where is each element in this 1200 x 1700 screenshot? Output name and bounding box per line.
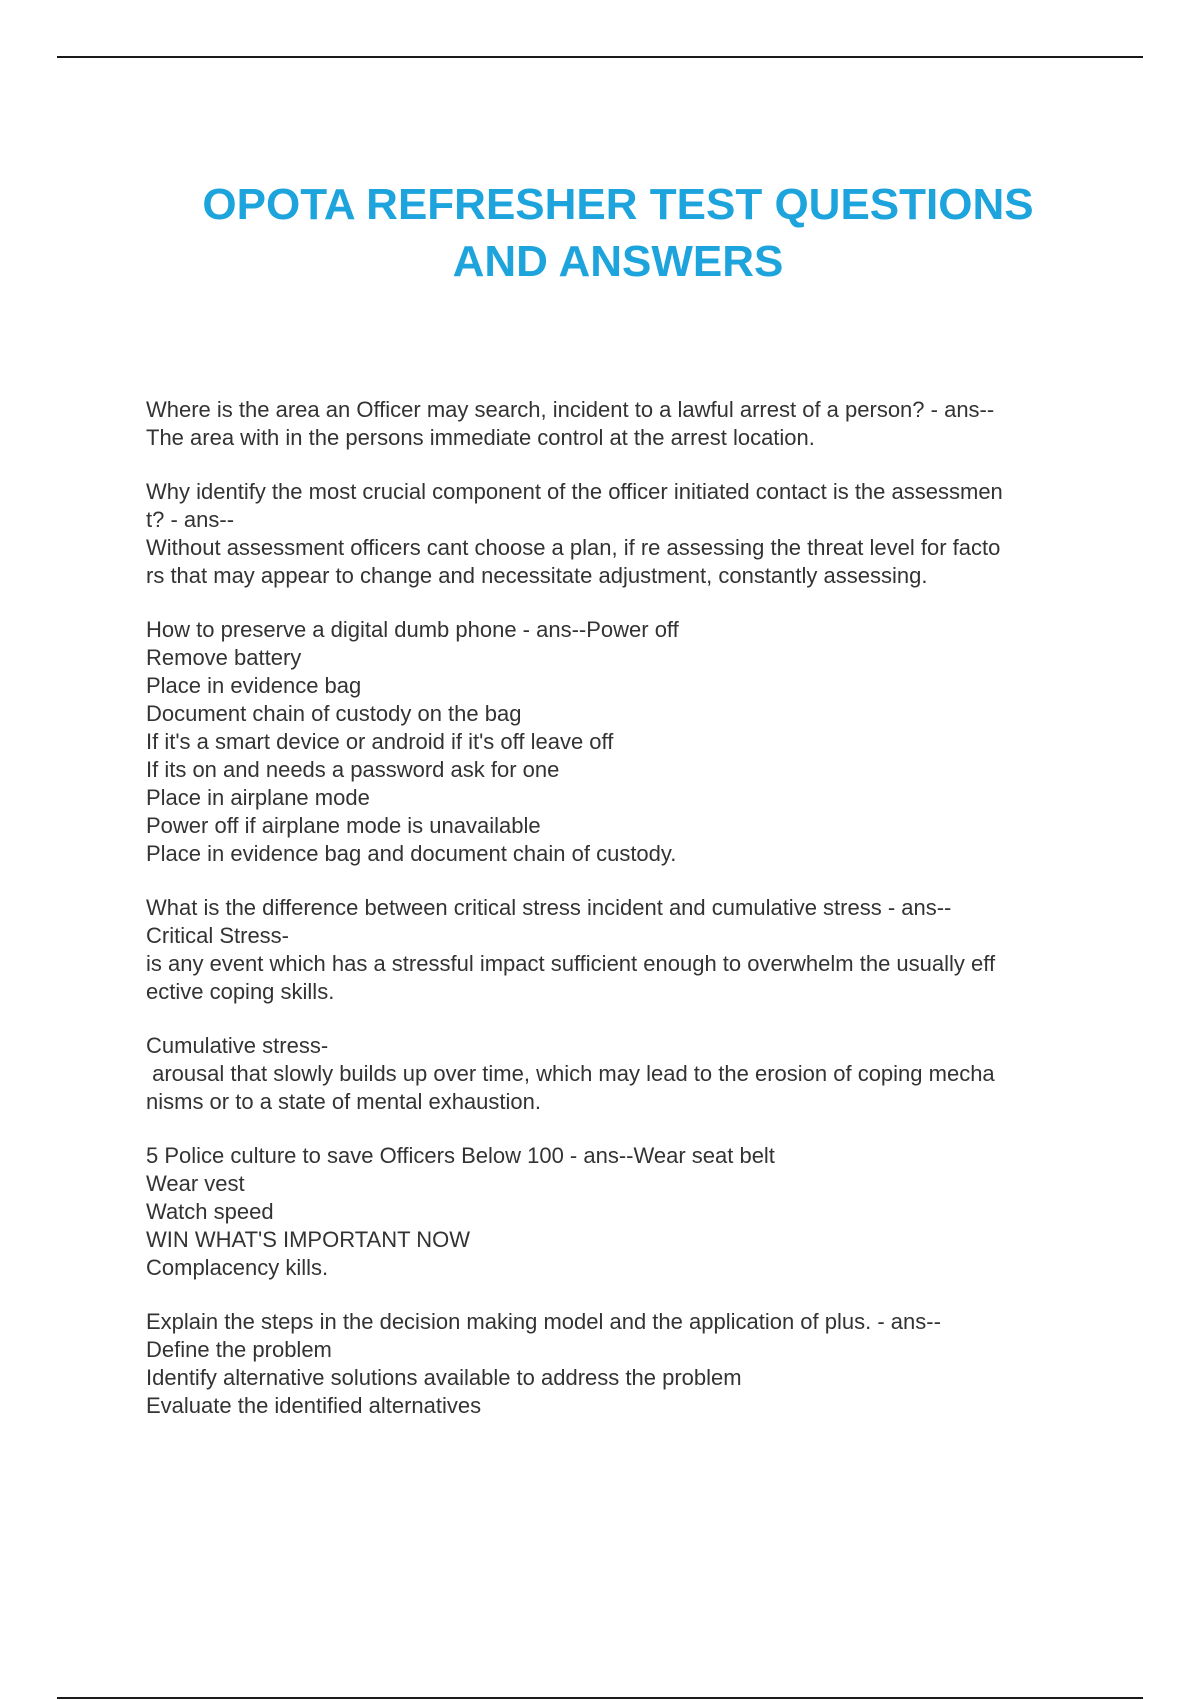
answer-text: Remove battery bbox=[146, 645, 302, 670]
question-text: Why identify the most crucial component of the officer initiated contact is the assessmen bbox=[146, 479, 1003, 504]
answer-text: Power off if airplane mode is unavailable bbox=[146, 813, 541, 838]
answer-text: rs that may appear to change and necessitate adjustment, constantly assessing. bbox=[146, 563, 928, 588]
answer-text: If its on and needs a password ask for one bbox=[146, 757, 560, 782]
qa-content bbox=[146, 396, 1146, 1446]
qa-block-arrest-search bbox=[146, 396, 1146, 452]
title-line-1: OPOTA REFRESHER TEST QUESTIONS bbox=[202, 180, 1034, 229]
answer-text: Without assessment officers cant choose a plan, if re assessing the threat level for facto bbox=[146, 535, 1001, 560]
question-text: How to preserve a digital dumb phone - ans--Power off bbox=[146, 617, 679, 642]
answer-text: arousal that slowly builds up over time, which may lead to the erosion of coping mecha bbox=[146, 1061, 995, 1086]
answer-text: WIN WHAT'S IMPORTANT NOW bbox=[146, 1227, 470, 1252]
question-text: Where is the area an Officer may search, incident to a lawful arrest of a person? - ans-- bbox=[146, 397, 995, 422]
qa-block-decision-model bbox=[146, 1308, 1146, 1420]
document-title bbox=[120, 176, 1116, 290]
qa-block-cumulative-stress bbox=[146, 1032, 1146, 1116]
qa-block-assessment bbox=[146, 478, 1146, 590]
answer-text: Cumulative stress- bbox=[146, 1033, 329, 1058]
answer-text: Wear vest bbox=[146, 1171, 245, 1196]
answer-text: Document chain of custody on the bag bbox=[146, 701, 522, 726]
question-text: Explain the steps in the decision making model and the application of plus. - ans-- bbox=[146, 1309, 941, 1334]
answer-text: The area with in the persons immediate control at the arrest location. bbox=[146, 425, 815, 450]
question-text: 5 Police culture to save Officers Below 100 - ans--Wear seat belt bbox=[146, 1143, 775, 1168]
answer-text: Place in evidence bag bbox=[146, 673, 362, 698]
question-text: What is the difference between critical stress incident and cumulative stress - ans-- bbox=[146, 895, 952, 920]
top-divider bbox=[57, 56, 1143, 58]
qa-block-below-100 bbox=[146, 1142, 1146, 1282]
answer-text: Critical Stress- bbox=[146, 923, 290, 948]
answer-text: If it's a smart device or android if it's off leave off bbox=[146, 729, 614, 754]
answer-text: Place in airplane mode bbox=[146, 785, 370, 810]
answer-text: Place in evidence bag and document chain of custody. bbox=[146, 841, 677, 866]
answer-text: ective coping skills. bbox=[146, 979, 335, 1004]
answer-text: Define the problem bbox=[146, 1337, 332, 1362]
answer-text: nisms or to a state of mental exhaustion. bbox=[146, 1089, 541, 1114]
question-text: t? - ans-- bbox=[146, 507, 235, 532]
answer-text: Identify alternative solutions available to address the problem bbox=[146, 1365, 742, 1390]
answer-text: Evaluate the identified alternatives bbox=[146, 1393, 482, 1418]
qa-block-critical-stress bbox=[146, 894, 1146, 1006]
answer-text: Watch speed bbox=[146, 1199, 274, 1224]
answer-text: Complacency kills. bbox=[146, 1255, 329, 1280]
qa-block-dumb-phone bbox=[146, 616, 1146, 868]
answer-text: is any event which has a stressful impact sufficient enough to overwhelm the usually eff bbox=[146, 951, 996, 976]
title-line-2: AND ANSWERS bbox=[452, 237, 784, 286]
bottom-divider bbox=[57, 1697, 1143, 1699]
